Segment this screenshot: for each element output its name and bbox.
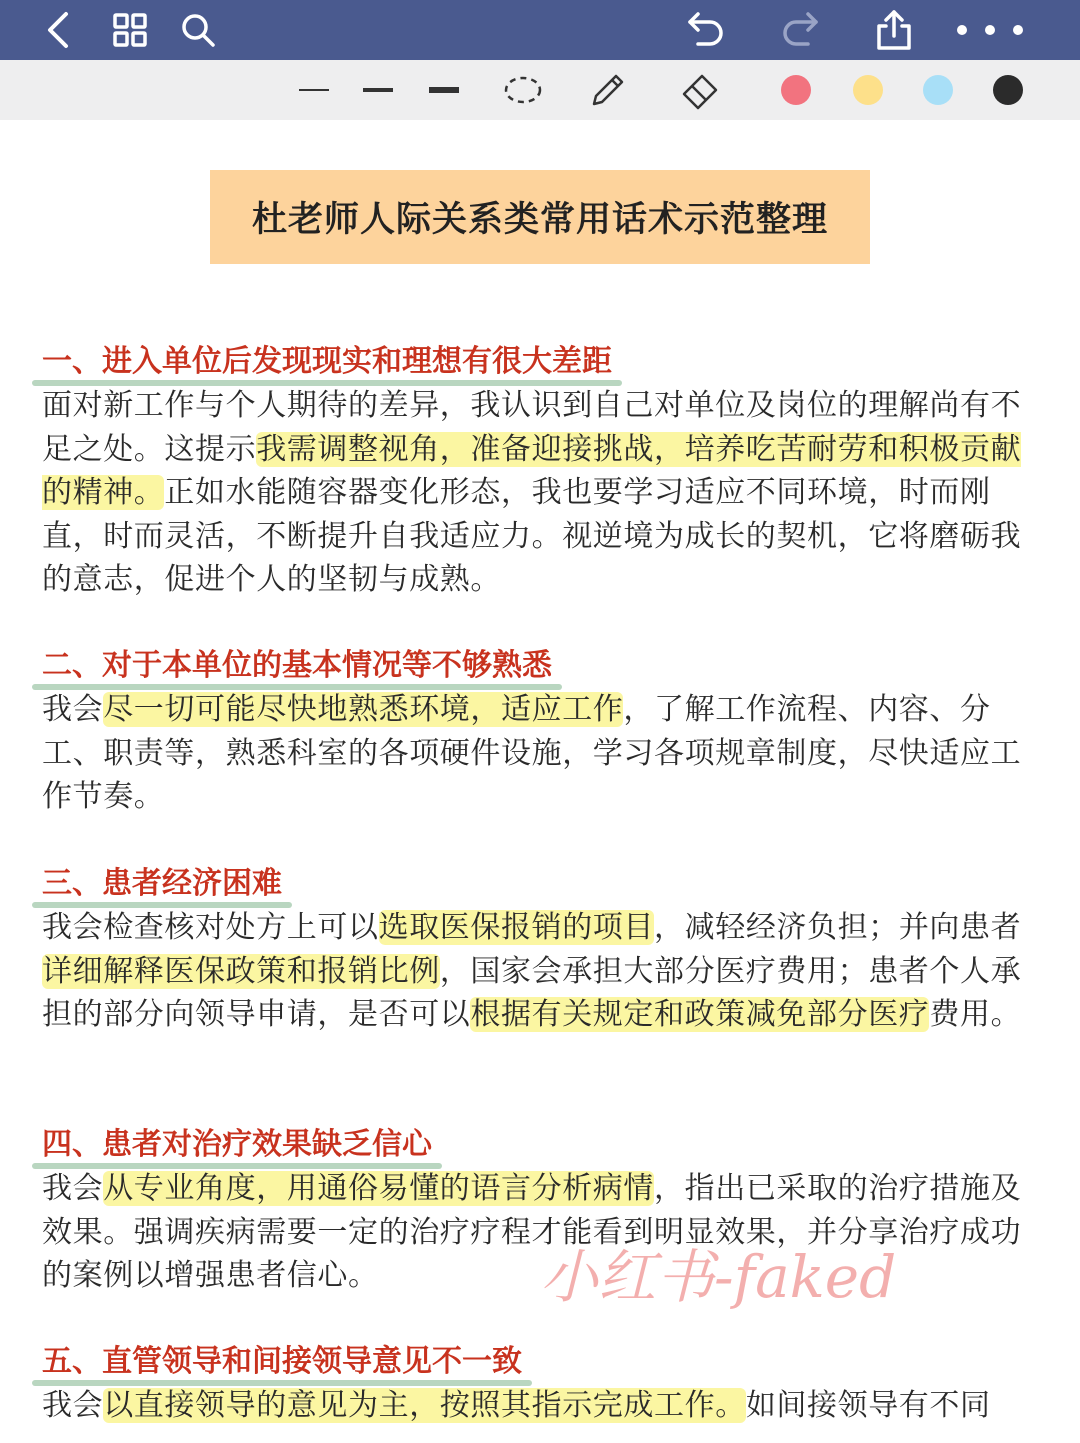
color-blue[interactable] xyxy=(918,60,958,120)
section-heading-text: 四、患者对治疗效果缺乏信心 xyxy=(42,1127,432,1162)
section-heading xyxy=(42,862,292,906)
color-blue-swatch xyxy=(923,75,953,105)
body-text: 我会 xyxy=(42,692,104,727)
body-text: ，了解工作流程、内容、分工、职责等，熟悉科室的各项硬件设施，学习各项规章制度，尽快适应工作节奏。 xyxy=(42,692,1022,814)
highlighted-text: 选取医保报销的项目 xyxy=(378,910,655,945)
section-heading-text: 三、患者经济困难 xyxy=(42,866,282,901)
section-heading-text: 五、直管领导和间接领导意见不一致 xyxy=(42,1344,522,1379)
medium-line-icon[interactable] xyxy=(360,60,396,120)
body-text: 如间接领导有不同 xyxy=(745,1388,991,1423)
lasso-icon[interactable] xyxy=(500,60,546,120)
redo-icon[interactable] xyxy=(776,6,824,54)
highlighted-text: 以直接领导的意见为主，按照其指示完成工作。 xyxy=(103,1388,746,1423)
body-text: ，减轻经济负担；并向患者 xyxy=(654,910,1022,945)
thin-line-icon[interactable] xyxy=(296,60,332,120)
title-box xyxy=(210,170,870,264)
section-2 xyxy=(42,644,1042,819)
drawing-toolbar xyxy=(0,60,1080,120)
highlighted-text: 我需调整视角，准备迎接挑战，培养吃苦耐劳和积极贡献的精神。 xyxy=(42,431,1022,510)
heading-underline xyxy=(32,380,622,386)
highlighted-text: 根据有关规定和政策减免部分医疗 xyxy=(470,997,930,1032)
section-1 xyxy=(42,340,1042,602)
color-yellow[interactable] xyxy=(848,60,888,120)
section-body xyxy=(42,688,1042,819)
search-icon[interactable] xyxy=(174,6,222,54)
grid-icon[interactable] xyxy=(106,6,154,54)
section-body xyxy=(42,1384,1042,1428)
section-heading-text: 二、对于本单位的基本情况等不够熟悉 xyxy=(42,648,552,683)
body-text: ，指出已采取的治疗措施及效果。强调疾病需要一定的治疗疗程才能看到明显效果，并分享治疗成功的案例以增强患者信心。 xyxy=(42,1171,1022,1293)
watermark: 小红书-faked xyxy=(540,1243,897,1311)
highlighted-text: 详细解释医保政策和报销比例 xyxy=(42,953,440,989)
section-heading-text: 一、进入单位后发现现实和理想有很大差距 xyxy=(42,344,612,379)
section-body xyxy=(42,906,1042,1037)
color-pink-swatch xyxy=(781,75,811,105)
section-heading xyxy=(42,1340,532,1384)
body-text: 我会 xyxy=(42,1171,104,1206)
body-text: 费用。 xyxy=(929,997,1022,1032)
thick-line-icon[interactable] xyxy=(426,60,462,120)
back-icon[interactable] xyxy=(34,6,82,54)
section-heading xyxy=(42,340,622,384)
section-5 xyxy=(42,1340,1042,1428)
highlighted-text: 尽一切可能尽快地熟悉环境，适应工作 xyxy=(103,692,624,727)
heading-underline xyxy=(32,1163,442,1169)
heading-underline xyxy=(32,684,562,690)
highlighted-text: 从专业角度，用通俗易懂的语言分析病情 xyxy=(103,1171,655,1206)
body-text: 我会 xyxy=(42,1388,104,1423)
heading-underline xyxy=(32,1380,532,1386)
pencil-icon[interactable] xyxy=(582,60,630,120)
eraser-icon[interactable] xyxy=(676,60,724,120)
body-text: 面对新工作与个人期待的差异，我认识到自己对单位及岗位的理解尚有不足之处。这提示 xyxy=(42,388,1022,467)
top-navigation-bar xyxy=(0,0,1080,60)
section-body xyxy=(42,384,1042,602)
heading-underline xyxy=(32,902,292,908)
body-text: ，国家会承担大部分医疗费用；患者个人承担的部分向领导申请，是否可以 xyxy=(42,953,1022,1032)
color-pink[interactable] xyxy=(776,60,816,120)
section-3 xyxy=(42,862,1042,1037)
color-black[interactable] xyxy=(988,60,1028,120)
body-text: 我会检查核对处方上可以 xyxy=(42,910,379,945)
color-yellow-swatch xyxy=(853,75,883,105)
share-icon[interactable] xyxy=(870,6,918,54)
section-heading xyxy=(42,1123,442,1167)
more-icon[interactable] xyxy=(950,6,1030,54)
body-text: 正如水能随容器变化形态，我也要学习适应不同环境，时而刚直，时而灵活，不断提升自我适应力。视逆境为成长的契机，它将磨砺我的意志，促进个人的坚韧与成熟。 xyxy=(42,475,1022,597)
section-heading xyxy=(42,644,562,688)
undo-icon[interactable] xyxy=(682,6,730,54)
color-black-swatch xyxy=(993,75,1023,105)
page-title: 杜老师人际关系类常用话术示范整理 xyxy=(251,200,828,240)
